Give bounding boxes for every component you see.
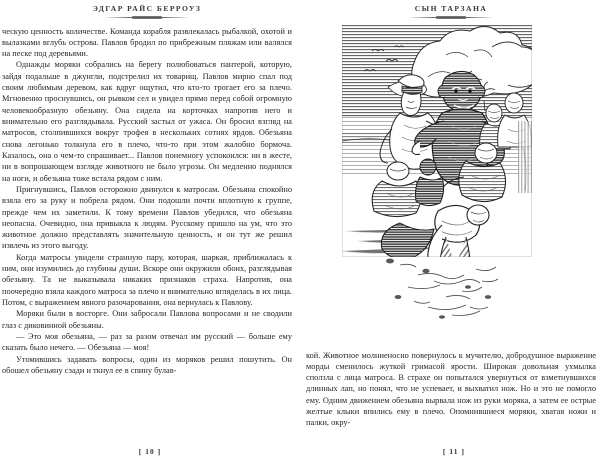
header-rule-ornament	[408, 16, 494, 19]
ground-pebbles	[386, 258, 491, 318]
paragraph: Однажды моряки собрались на берегу полюбоваться пантерой, которую, зайдя подальше в джунгли, подстрелил их товарищ. Павлов мирно спал под своим любимым деревом, как вдруг ощутил, что кто-то трогает его за плечо. Мгновенно проснувшись, он рывком сел и увидел прямо перед собой огромную человекообразную обезьяну. Она сидела на корточках напротив него и внимательно его разглядывала. Русский застыл от ужаса. Он бросил взгляд на матросов, столпившихся вокруг трофея в нескольких сотнях ярдов. Обезьяна снова легонько толкнула его в плечо, что-то при этом жалобно бормоча. Казалось, она о чем-то спрашивает... Павлов понемногу успокоился: ни в жесте, ни в вопрошающем взгляде животного не было угрозы. Он медленно поднялся на ноги, и обезьяна тоже встала рядом с ним.	[2, 60, 292, 183]
paragraph: Утомившись задавать вопросы, один из моряков решил пошутить. Он обошел обезьяну сзади и ткнул ее в спину булав-	[2, 354, 292, 375]
paragraph: Моряки были в восторге. Они забросали Павлова вопросами и не сводили глаз с диковинной обезьяны.	[2, 309, 292, 330]
right-page-body	[306, 350, 596, 429]
paragraph: Когда матросы увидели странную пару, которая, шаркая, приближалась к ним, они изумились до глубины души. Вскоре они окружили обоих, разглядывая обезьяну. Та не выказывала никаких признаков страха. Напротив, она поочередно взяла каждого матроса за плечо и внимательно вгляделась в их лица. Потом, с выражением явного разочарования, она вернулась к Павлову.	[2, 252, 292, 307]
paragraph: — Это моя обезьяна, — раз за разом отвечал им русский — больше ему сказать было нечего. — Обезьяна — моя!	[2, 331, 292, 353]
header-rule-ornament	[104, 16, 190, 19]
page-number-left: [ 10 ]	[138, 447, 162, 456]
right-page	[300, 0, 600, 464]
illustration-ape-attacking-sailor	[342, 25, 560, 343]
paragraph: Пригнувшись, Павлов осторожно двинулся к матросам. Обезьяна спокойно взяла его за руку и побрела рядом. Они подошли почти вплотную к группе, прежде чем их заметили. К тому времени Павлов убедился, что обезьяна неопасна. Очевидно, она привыкла к людям. Русскому пришло на ум, что это животное должно представлять значительную ценность, и он тут же решил извлечь из этого выгоду.	[2, 184, 292, 251]
running-head-title: СЫН ТАРЗАНА	[414, 4, 488, 13]
left-page-body	[2, 26, 292, 377]
paragraph: ческую ценность количестве. Команда корабля развлекалась рыбалкой, охотой и вылазками вглубь острова. Павлов бродил по прибрежным пляжам или валялся на песке под деревьями.	[2, 26, 292, 59]
ground-debris	[400, 264, 498, 315]
illustration-scene	[342, 25, 543, 282]
illustration-wrap	[306, 25, 596, 343]
paragraph: кой. Животное молниеносно повернулось к мучителю, добродушное выражение морды сменилось жуткой гримасой ярости. Широкая довольная ухмылка сползла с лица матроса. В страхе он попытался увернуться от взметнувшихся длинных лап, но понял, что не успевает, и выхватил нож. Но и это не помогло ему. Одним движением обезьяна вырвала нож из руки моряка, а затем ее острые желтые клыки впились ему в плечо. Опомнившиеся моряки, хватая ножи и палки, окру-	[306, 350, 596, 428]
running-head-author: ЭДГАР РАЙС БЕРРОУЗ	[92, 4, 202, 13]
page-number-right: [ 11 ]	[442, 447, 466, 456]
